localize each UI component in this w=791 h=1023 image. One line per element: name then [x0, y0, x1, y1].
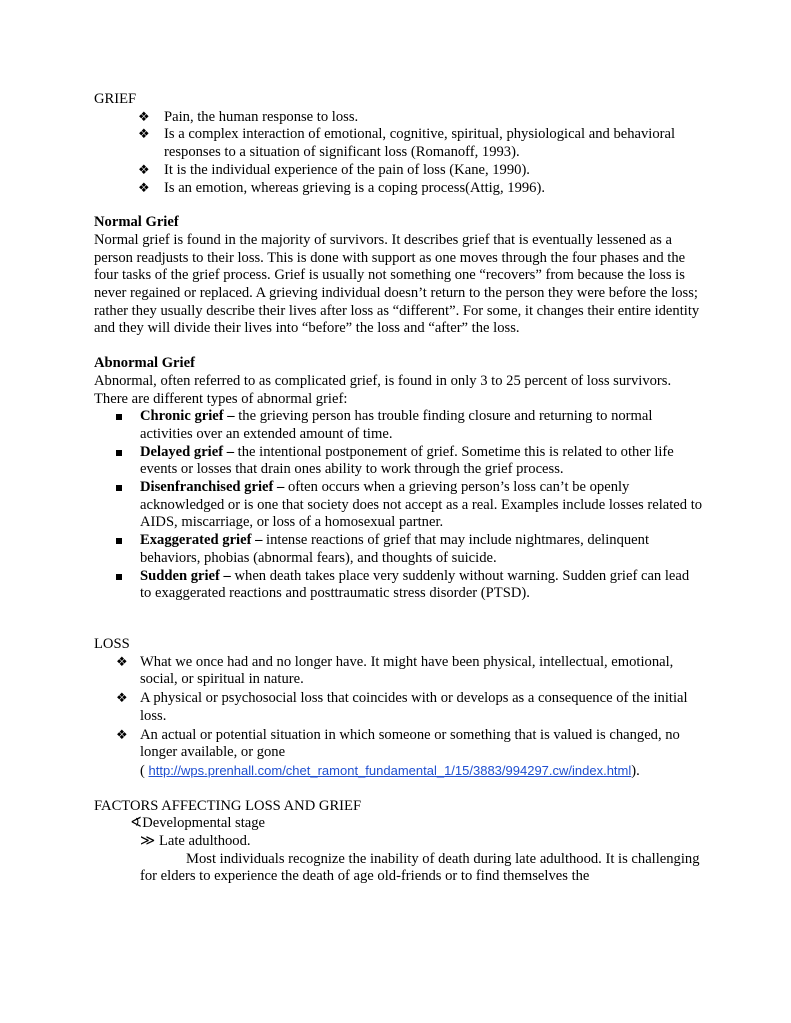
list-item-text: Is a complex interaction of emotional, cognitive, spiritual, physiological and behavioral responses to a situation of significant loss (Romanoff, 1993). — [164, 126, 676, 161]
loss-reference: ( http://wps.prenhall.com/chet_ramont_fundamental_1/15/3883/994297.cw/index.html). — [140, 762, 640, 779]
list-item — [94, 727, 704, 762]
grief-type-desc: often occurs when a grieving person’s loss can’t be openly acknowledged or is one that society does not accept as a real. Examples include losses related to AIDS, miscarriage, or loss of a homosexual partner. — [140, 479, 703, 531]
grief-type-desc: the grieving person has trouble finding closure and returning to normal activities over an extended amount of time. — [140, 408, 653, 442]
square-bullet-icon — [116, 414, 122, 420]
factor-level1 — [94, 815, 704, 833]
grief-type-term: Exaggerated grief – — [140, 532, 263, 549]
grief-types-list — [94, 408, 704, 603]
factor-level2 — [94, 833, 704, 851]
factors-paragraph: Most individuals recognize the inability of death during late adulthood. It is challenging for elders to experience the death of age old-friends or to find themselves the — [140, 850, 700, 885]
diamond-bullet-icon: ❖ — [138, 180, 150, 196]
grief-bullet-list — [94, 109, 704, 198]
diamond-bullet-icon: ❖ — [116, 727, 128, 743]
normal-grief-paragraph: Normal grief is found in the majority of survivors. It describes grief that is eventually lessened as a person readjusts to their loss. This is done with support as one moves through the four phases and the four tasks of the grief process. Grief is usually not something one “recovers” from because the loss is never regained or replaced. A grieving individual doesn’t return to the person they were before the loss; rather they usually describe their lives after loss as “different”. For some, it changes their entire identity and they will divide their lives into “before” the loss and “after” the loss. — [94, 231, 700, 337]
grief-type-term: Chronic grief – — [140, 408, 235, 425]
list-item-text: Is an emotion, whereas grieving is a coping process(Attig, 1996). — [164, 179, 545, 196]
square-bullet-icon — [116, 485, 122, 491]
list-item — [94, 109, 704, 127]
grief-type-term: Disenfranchised grief – — [140, 479, 285, 496]
diamond-bullet-icon: ❖ — [116, 654, 128, 670]
square-bullet-icon — [116, 574, 122, 580]
square-bullet-icon — [116, 538, 122, 544]
reference-link[interactable]: http://wps.prenhall.com/chet_ramont_fundamental_1/15/3883/994297.cw/index.html — [148, 762, 632, 778]
list-item — [94, 690, 704, 725]
abnormal-grief-heading: Abnormal Grief — [94, 355, 195, 372]
diamond-bullet-icon: ❖ — [116, 691, 128, 707]
double-chevron-icon: ≫ — [140, 833, 156, 850]
list-item — [94, 180, 704, 198]
grief-type-term: Sudden grief – — [140, 567, 231, 584]
grief-type-term: Delayed grief – — [140, 443, 235, 460]
normal-grief-heading: Normal Grief — [94, 214, 179, 231]
diamond-bullet-icon: ❖ — [138, 162, 150, 178]
list-item — [94, 479, 704, 532]
loss-bullet-list — [94, 654, 704, 762]
grief-heading: GRIEF — [94, 91, 137, 107]
list-item-text: Pain, the human response to loss. — [164, 108, 359, 125]
list-item — [94, 408, 704, 443]
list-item-text: A physical or psychosocial loss that coincides with or develops as a consequence of the initial loss. — [140, 690, 688, 724]
factor-level2-text: Late adulthood. — [158, 833, 251, 850]
list-item — [94, 568, 704, 603]
list-item-text: An actual or potential situation in which someone or something that is valued is changed, no longer available, or gone — [140, 726, 680, 761]
diamond-bullet-icon: ❖ — [138, 109, 150, 125]
loss-heading: LOSS — [94, 635, 130, 652]
grief-type-desc: the intentional postponement of grief. Sometime this is related to other life events or losses that drain ones ability to work through the grief process. — [140, 443, 674, 478]
grief-type-desc: when death takes place very suddenly without warning. Sudden grief can lead to exaggerated reactions and posttraumatic stress disorder (PTSD). — [140, 567, 690, 602]
factors-heading: FACTORS AFFECTING LOSS AND GRIEF — [94, 797, 362, 814]
list-item — [94, 532, 704, 567]
list-item-text: It is the individual experience of the pain of loss (Kane, 1990). — [164, 161, 530, 178]
abnormal-grief-intro: Abnormal, often referred to as complicated grief, is found in only 3 to 25 percent of loss survivors. There are different types of abnormal grief: — [94, 372, 672, 407]
list-item — [94, 126, 704, 161]
list-item — [94, 162, 704, 180]
square-bullet-icon — [116, 450, 122, 456]
list-item — [94, 444, 704, 479]
grief-type-desc: intense reactions of grief that may include nightmares, delinquent behaviors, phobias (abnormal fears), and thoughts of suicide. — [140, 532, 650, 566]
document-content — [94, 91, 704, 886]
arrow-marker-icon: ∢ — [130, 815, 143, 832]
list-item — [94, 654, 704, 689]
list-item-text: What we once had and no longer have. It might have been physical, intellectual, emotional, social, or spiritual in nature. — [140, 653, 674, 688]
diamond-bullet-icon: ❖ — [138, 127, 150, 143]
factor-level1-text: Developmental stage — [142, 815, 266, 832]
